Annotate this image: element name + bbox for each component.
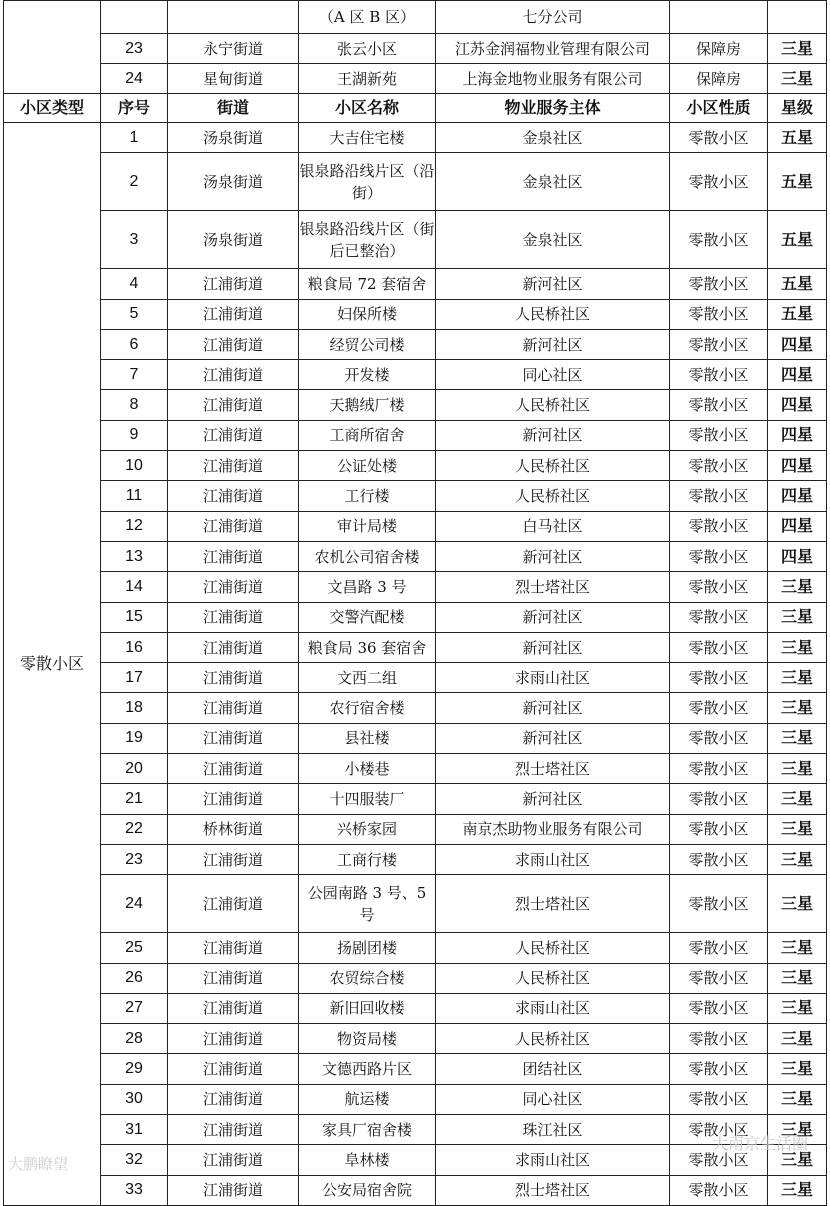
- row-nature: 保障房: [670, 34, 768, 64]
- row-rating: 三星: [768, 844, 827, 874]
- row-nature: 零散小区: [670, 1115, 768, 1145]
- row-rating: 五星: [768, 211, 827, 269]
- table-row: [4, 153, 827, 211]
- row-street: 江浦街道: [168, 723, 299, 753]
- row-service: 白马社区: [436, 511, 670, 541]
- row-name: 家具厂宿舍楼: [299, 1115, 436, 1145]
- header-street: 街道: [168, 94, 299, 123]
- row-name: 公安局宿舍院: [299, 1175, 436, 1205]
- row-street: 江浦街道: [168, 1175, 299, 1205]
- row-rating: 三星: [768, 64, 827, 94]
- header-type: 小区类型: [4, 94, 101, 123]
- row-street: 江浦街道: [168, 1145, 299, 1175]
- row-service: 求雨山社区: [436, 844, 670, 874]
- table-row: [4, 1084, 827, 1114]
- header-rating: 星级: [768, 94, 827, 123]
- row-nature: 零散小区: [670, 420, 768, 450]
- row-service: 上海金地物业服务有限公司: [436, 64, 670, 94]
- row-street: 江浦街道: [168, 269, 299, 299]
- table-row: [4, 511, 827, 541]
- row-name: 新旧回收楼: [299, 993, 436, 1023]
- row-street: 江浦街道: [168, 663, 299, 693]
- table-row: [4, 1, 827, 34]
- row-name: 审计局楼: [299, 511, 436, 541]
- row-name: 粮食局 72 套宿舍: [299, 269, 436, 299]
- row-name: 王湖新苑: [299, 64, 436, 94]
- row-nature: [670, 1, 768, 34]
- row-nature: 零散小区: [670, 360, 768, 390]
- row-name: 文昌路 3 号: [299, 572, 436, 602]
- row-street: 江浦街道: [168, 299, 299, 329]
- row-nature: 零散小区: [670, 390, 768, 420]
- row-street: 江浦街道: [168, 360, 299, 390]
- row-no: 33: [101, 1175, 168, 1205]
- row-service: 人民桥社区: [436, 481, 670, 511]
- row-name: （A 区 B 区）: [299, 1, 436, 34]
- row-rating: 三星: [768, 723, 827, 753]
- row-name: 粮食局 36 套宿舍: [299, 632, 436, 662]
- row-nature: 零散小区: [670, 541, 768, 571]
- row-rating: 五星: [768, 123, 827, 153]
- table-row: [4, 663, 827, 693]
- row-nature: 零散小区: [670, 511, 768, 541]
- table-row: [4, 602, 827, 632]
- row-service: 新河社区: [436, 541, 670, 571]
- row-service: 新河社区: [436, 329, 670, 359]
- row-nature: 零散小区: [670, 754, 768, 784]
- row-street: 江浦街道: [168, 693, 299, 723]
- row-no: 3: [101, 211, 168, 269]
- row-no: 23: [101, 34, 168, 64]
- row-street: 江浦街道: [168, 420, 299, 450]
- row-nature: 零散小区: [670, 1175, 768, 1205]
- row-no: 28: [101, 1024, 168, 1054]
- row-rating: 三星: [768, 1115, 827, 1145]
- row-rating: [768, 1, 827, 34]
- row-service: 金泉社区: [436, 211, 670, 269]
- row-no: 4: [101, 269, 168, 299]
- row-service: 江苏金润福物业管理有限公司: [436, 34, 670, 64]
- row-street: 江浦街道: [168, 451, 299, 481]
- row-nature: 零散小区: [670, 481, 768, 511]
- row-rating: 三星: [768, 1054, 827, 1084]
- row-street: 汤泉街道: [168, 153, 299, 211]
- row-service: 人民桥社区: [436, 1024, 670, 1054]
- row-service: 人民桥社区: [436, 390, 670, 420]
- row-name: 公证处楼: [299, 451, 436, 481]
- row-nature: 零散小区: [670, 723, 768, 753]
- row-name: 交警汽配楼: [299, 602, 436, 632]
- row-street: 江浦街道: [168, 875, 299, 933]
- row-no: 11: [101, 481, 168, 511]
- row-rating: 三星: [768, 754, 827, 784]
- row-rating: 三星: [768, 663, 827, 693]
- row-service: 新河社区: [436, 269, 670, 299]
- row-service: 求雨山社区: [436, 663, 670, 693]
- row-street: [168, 1, 299, 34]
- row-service: 新河社区: [436, 632, 670, 662]
- row-no: 19: [101, 723, 168, 753]
- row-service: 金泉社区: [436, 153, 670, 211]
- table-row: [4, 390, 827, 420]
- row-no: 7: [101, 360, 168, 390]
- row-no: 31: [101, 1115, 168, 1145]
- row-street: 江浦街道: [168, 1115, 299, 1145]
- row-nature: 零散小区: [670, 299, 768, 329]
- row-service: 烈士塔社区: [436, 875, 670, 933]
- row-name: 农行宿舍楼: [299, 693, 436, 723]
- row-no: 13: [101, 541, 168, 571]
- row-nature: 零散小区: [670, 602, 768, 632]
- row-rating: 三星: [768, 875, 827, 933]
- row-rating: 三星: [768, 784, 827, 814]
- row-nature: 零散小区: [670, 933, 768, 963]
- row-name: 十四服装厂: [299, 784, 436, 814]
- row-rating: 五星: [768, 269, 827, 299]
- row-nature: 零散小区: [670, 1145, 768, 1175]
- table-row: [4, 784, 827, 814]
- row-nature: 零散小区: [670, 451, 768, 481]
- group-type-cell: 零散小区: [4, 123, 101, 1206]
- row-name: 银泉路沿线片区（沿街）: [299, 153, 436, 211]
- watermark-right: 大南京生活圈: [711, 1134, 808, 1153]
- row-no: 18: [101, 693, 168, 723]
- row-service: 求雨山社区: [436, 1145, 670, 1175]
- table-row: [4, 299, 827, 329]
- row-no: 10: [101, 451, 168, 481]
- row-name: 工商行楼: [299, 844, 436, 874]
- row-rating: 三星: [768, 34, 827, 64]
- row-rating: 四星: [768, 390, 827, 420]
- table-row: [4, 632, 827, 662]
- row-street: 永宁街道: [168, 34, 299, 64]
- row-no: 9: [101, 420, 168, 450]
- row-no: 15: [101, 602, 168, 632]
- row-nature: 零散小区: [670, 211, 768, 269]
- row-rating: 三星: [768, 693, 827, 723]
- row-name: 县社楼: [299, 723, 436, 753]
- table-row: [4, 481, 827, 511]
- row-service: 新河社区: [436, 784, 670, 814]
- table-row: [4, 1024, 827, 1054]
- table-row: [4, 541, 827, 571]
- row-service: 烈士塔社区: [436, 754, 670, 784]
- row-rating: 四星: [768, 511, 827, 541]
- row-service: 求雨山社区: [436, 993, 670, 1023]
- row-nature: 零散小区: [670, 1084, 768, 1114]
- table-row: [4, 754, 827, 784]
- row-name: 扬剧团楼: [299, 933, 436, 963]
- row-name: 文西二组: [299, 663, 436, 693]
- row-nature: 零散小区: [670, 663, 768, 693]
- row-street: 江浦街道: [168, 754, 299, 784]
- row-nature: 零散小区: [670, 963, 768, 993]
- row-no: 17: [101, 663, 168, 693]
- row-name: 物资局楼: [299, 1024, 436, 1054]
- row-name: 兴桥家园: [299, 814, 436, 844]
- row-no: 12: [101, 511, 168, 541]
- row-street: 桥林街道: [168, 814, 299, 844]
- table-row: [4, 123, 827, 153]
- table-row: [4, 269, 827, 299]
- table-row: [4, 64, 827, 94]
- row-service: 同心社区: [436, 1084, 670, 1114]
- row-name: 阜林楼: [299, 1145, 436, 1175]
- row-no: 25: [101, 933, 168, 963]
- row-street: 江浦街道: [168, 481, 299, 511]
- table-row: [4, 1175, 827, 1205]
- header-row: [4, 94, 827, 123]
- row-rating: 五星: [768, 153, 827, 211]
- row-rating: 四星: [768, 481, 827, 511]
- row-rating: 四星: [768, 451, 827, 481]
- community-rating-table: [3, 0, 827, 1206]
- table-row: [4, 34, 827, 64]
- row-no: 20: [101, 754, 168, 784]
- row-street: 江浦街道: [168, 993, 299, 1023]
- row-nature: 零散小区: [670, 329, 768, 359]
- row-no: [101, 1, 168, 34]
- row-no: 32: [101, 1145, 168, 1175]
- header-name: 小区名称: [299, 94, 436, 123]
- row-no: 30: [101, 1084, 168, 1114]
- row-name: 农机公司宿舍楼: [299, 541, 436, 571]
- row-nature: 保障房: [670, 64, 768, 94]
- row-no: 5: [101, 299, 168, 329]
- row-name: 妇保所楼: [299, 299, 436, 329]
- table-row: [4, 572, 827, 602]
- table-row: [4, 329, 827, 359]
- row-nature: 零散小区: [670, 784, 768, 814]
- row-rating: 四星: [768, 541, 827, 571]
- row-rating: 三星: [768, 1175, 827, 1205]
- row-street: 江浦街道: [168, 632, 299, 662]
- row-street: 江浦街道: [168, 1084, 299, 1114]
- row-street: 江浦街道: [168, 963, 299, 993]
- row-rating: 三星: [768, 993, 827, 1023]
- table-row: [4, 993, 827, 1023]
- table-row: [4, 1054, 827, 1084]
- row-service: 金泉社区: [436, 123, 670, 153]
- table-row: [4, 420, 827, 450]
- row-service: 珠江社区: [436, 1115, 670, 1145]
- row-name: 天鹅绒厂楼: [299, 390, 436, 420]
- table-row: [4, 1115, 827, 1145]
- row-street: 江浦街道: [168, 933, 299, 963]
- row-street: 江浦街道: [168, 390, 299, 420]
- row-street: 江浦街道: [168, 511, 299, 541]
- row-name: 工商所宿舍: [299, 420, 436, 450]
- row-nature: 零散小区: [670, 693, 768, 723]
- table-row: [4, 1145, 827, 1175]
- table-row: [4, 693, 827, 723]
- row-name: 张云小区: [299, 34, 436, 64]
- table-row: [4, 211, 827, 269]
- row-no: 29: [101, 1054, 168, 1084]
- row-service: 同心社区: [436, 360, 670, 390]
- row-rating: 四星: [768, 329, 827, 359]
- row-service: 烈士塔社区: [436, 572, 670, 602]
- table-row: [4, 875, 827, 933]
- row-rating: 三星: [768, 632, 827, 662]
- row-nature: 零散小区: [670, 875, 768, 933]
- row-nature: 零散小区: [670, 153, 768, 211]
- row-rating: 三星: [768, 814, 827, 844]
- row-nature: 零散小区: [670, 1054, 768, 1084]
- row-name: 工行楼: [299, 481, 436, 511]
- row-street: 江浦街道: [168, 572, 299, 602]
- watermark-left: 大鹏瞭望: [8, 1155, 69, 1173]
- row-name: 文德西路片区: [299, 1054, 436, 1084]
- row-rating: 三星: [768, 602, 827, 632]
- row-street: 江浦街道: [168, 844, 299, 874]
- row-rating: 五星: [768, 299, 827, 329]
- row-nature: 零散小区: [670, 123, 768, 153]
- row-service: 新河社区: [436, 602, 670, 632]
- row-no: 27: [101, 993, 168, 1023]
- row-no: 22: [101, 814, 168, 844]
- row-rating: 四星: [768, 360, 827, 390]
- row-street: 江浦街道: [168, 1054, 299, 1084]
- row-street: 江浦街道: [168, 602, 299, 632]
- row-street: 江浦街道: [168, 1024, 299, 1054]
- row-street: 汤泉街道: [168, 123, 299, 153]
- row-no: 26: [101, 963, 168, 993]
- row-name: 经贸公司楼: [299, 329, 436, 359]
- row-name: 航运楼: [299, 1084, 436, 1114]
- row-service: 人民桥社区: [436, 299, 670, 329]
- row-name: 农贸综合楼: [299, 963, 436, 993]
- row-service: 新河社区: [436, 420, 670, 450]
- row-rating: 三星: [768, 1145, 827, 1175]
- row-street: 江浦街道: [168, 784, 299, 814]
- type-cell-top: [4, 1, 101, 94]
- row-rating: 四星: [768, 420, 827, 450]
- row-service: 人民桥社区: [436, 933, 670, 963]
- table-row: [4, 933, 827, 963]
- row-no: 24: [101, 875, 168, 933]
- row-service: 新河社区: [436, 693, 670, 723]
- row-nature: 零散小区: [670, 572, 768, 602]
- row-no: 24: [101, 64, 168, 94]
- row-rating: 三星: [768, 1084, 827, 1114]
- row-nature: 零散小区: [670, 993, 768, 1023]
- row-service: 团结社区: [436, 1054, 670, 1084]
- row-service: 南京杰助物业服务有限公司: [436, 814, 670, 844]
- row-no: 16: [101, 632, 168, 662]
- row-street: 星甸街道: [168, 64, 299, 94]
- header-nature: 小区性质: [670, 94, 768, 123]
- row-rating: 三星: [768, 963, 827, 993]
- row-rating: 三星: [768, 933, 827, 963]
- row-no: 23: [101, 844, 168, 874]
- row-no: 8: [101, 390, 168, 420]
- table-row: [4, 844, 827, 874]
- table-row: [4, 814, 827, 844]
- row-name: 银泉路沿线片区（街后已整治）: [299, 211, 436, 269]
- row-name: 公园南路 3 号、5 号: [299, 875, 436, 933]
- table-row: [4, 451, 827, 481]
- row-no: 14: [101, 572, 168, 602]
- row-service: 人民桥社区: [436, 963, 670, 993]
- row-no: 1: [101, 123, 168, 153]
- row-nature: 零散小区: [670, 269, 768, 299]
- row-name: 开发楼: [299, 360, 436, 390]
- row-nature: 零散小区: [670, 1024, 768, 1054]
- row-rating: 三星: [768, 572, 827, 602]
- row-nature: 零散小区: [670, 844, 768, 874]
- header-no: 序号: [101, 94, 168, 123]
- row-name: 小楼巷: [299, 754, 436, 784]
- row-rating: 三星: [768, 1024, 827, 1054]
- table-row: [4, 963, 827, 993]
- row-name: 大吉住宅楼: [299, 123, 436, 153]
- row-service: 人民桥社区: [436, 451, 670, 481]
- table-row: [4, 723, 827, 753]
- row-service: 烈士塔社区: [436, 1175, 670, 1205]
- row-service: 七分公司: [436, 1, 670, 34]
- row-no: 6: [101, 329, 168, 359]
- row-nature: 零散小区: [670, 632, 768, 662]
- row-no: 21: [101, 784, 168, 814]
- table-row: [4, 360, 827, 390]
- row-street: 江浦街道: [168, 329, 299, 359]
- row-street: 汤泉街道: [168, 211, 299, 269]
- row-no: 2: [101, 153, 168, 211]
- row-street: 江浦街道: [168, 541, 299, 571]
- header-service: 物业服务主体: [436, 94, 670, 123]
- row-service: 新河社区: [436, 723, 670, 753]
- row-nature: 零散小区: [670, 814, 768, 844]
